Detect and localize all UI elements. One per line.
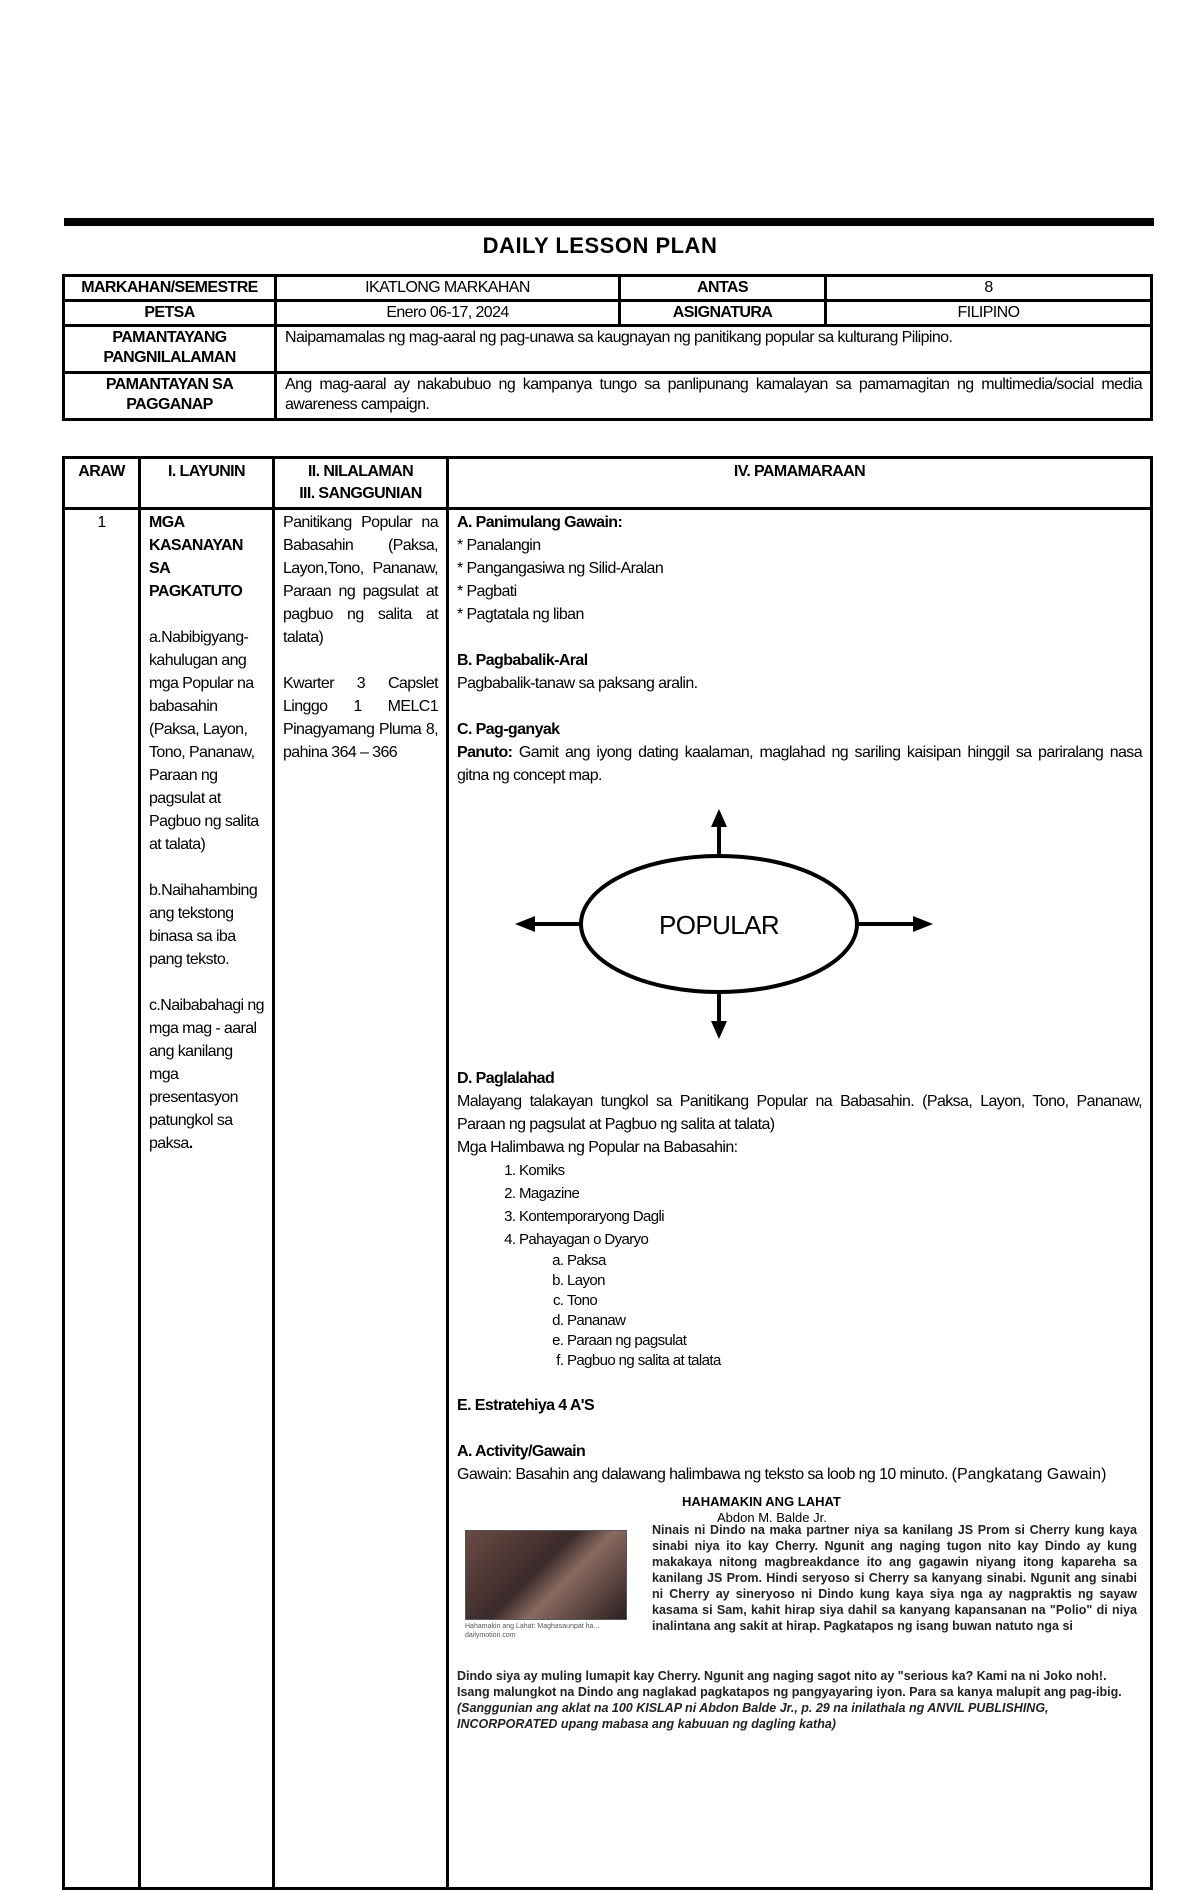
excerpt-bottom xyxy=(457,1668,1137,1732)
pamantayang-value: Naipamamalas ng mag-aaral ng pag-unawa sa kaugnayan ng panitikang popular sa kulturang Pilipino. xyxy=(276,326,1152,373)
activity-text xyxy=(457,1463,1142,1486)
layunin-cell xyxy=(140,509,274,1889)
examples-list xyxy=(457,1159,1142,1371)
excerpt-body: Ninais ni Dindo na maka partner niya sa kanilang JS Prom si Cherry kung kaya sinabi niya ito kay Cherry. Ngunit ang naging tugon nito kay Dindo ay kung makakaya nitong magbreakdance ito ang gagawin niyang itong kapareha sa kanilang JS Prom. Hindi seryoso si Cherry sa kanyang sinabi. Ngunit ang sinabi ni Cherry ay sineryoso ni Dindo kung kaya siya nga ay nagpraktis ng sayaw kasama si Sam, kahit hirap siya dahil sa kanyang kapansanan na "Polio" di niya inalintana ang sakit at hirap. Pagkatapos ng isang buwan natuto nga si xyxy=(652,1523,1137,1633)
header-table xyxy=(62,274,1153,421)
section-c-title: C. Pag-ganyak xyxy=(457,721,560,738)
petsa-label: PETSA xyxy=(64,301,276,326)
araw-cell: 1 xyxy=(64,509,140,1889)
activity-title: A. Activity/Gawain xyxy=(457,1443,586,1460)
antas-value: 8 xyxy=(826,276,1152,301)
pamamaraan-cell xyxy=(448,509,1152,1889)
pagganap-value: Ang mag-aaral ay nakabubuo ng kampanya tungo sa panlipunang kamalayan sa pamamagitan ng multimedia/social media awareness campaign. xyxy=(276,373,1152,420)
col-nilalaman xyxy=(274,458,448,509)
antas-label: ANTAS xyxy=(620,276,826,301)
pamantayang-label: PAMANTAYANG PANGNILALAMAN xyxy=(64,326,276,373)
list-item: 2. Magazine xyxy=(519,1182,1142,1205)
section-c-text xyxy=(457,741,1142,787)
sub-list-item: d. Pananaw xyxy=(567,1311,1142,1331)
panuto-label: Panuto: xyxy=(457,744,513,761)
section-a-item: * Pangangasiwa ng Silid-Aralan xyxy=(457,560,664,577)
section-a-item: * Panalangin xyxy=(457,537,541,554)
nilalaman-topic: Panitikang Popular na Babasahin (Paksa, Layon,Tono, Pananaw, Paraan ng pagsulat at pagbuo ng salita at talata) xyxy=(283,514,438,646)
col-layunin: I. LAYUNIN xyxy=(140,458,274,509)
layunin-c-text: c.Naibabahagi ng mga mag - aaral ang kanilang mga presentasyon patungkol sa paksa xyxy=(149,997,264,1152)
section-e-title: E. Estratehiya 4 A'S xyxy=(457,1397,595,1414)
activity-group: (Pangkatang Gawain) xyxy=(951,1466,1107,1483)
sub-list-item: c. Tono xyxy=(567,1291,1142,1311)
nilalaman-cell xyxy=(274,509,448,1889)
col-sanggunian-label: III. SANGGUNIAN xyxy=(299,485,422,502)
excerpt-image xyxy=(457,1490,1147,1735)
layunin-a: a.Nabibigyang-kahulugan ang mga Popular na babasahin (Paksa, Layon, Tono, Pananaw, Paraan ng pagsulat at Pagbuo ng salita at talata) xyxy=(149,629,259,853)
arrow-down-head xyxy=(711,1021,727,1039)
section-a-title: A. Panimulang Gawain: xyxy=(457,514,623,531)
sub-list-item: b. Layon xyxy=(567,1271,1142,1291)
petsa-value: Enero 06-17, 2024 xyxy=(276,301,620,326)
layunin-b: b.Naihahambing ang tekstong binasa sa iba pang teksto. xyxy=(149,882,258,968)
sub-list-item: f. Pagbuo ng salita at talata xyxy=(567,1351,1142,1371)
sub-list-item: e. Paraan ng pagsulat xyxy=(567,1331,1142,1351)
activity-instruction: Gawain: Basahin ang dalawang halimbawa ng teksto sa loob ng 10 minuto. xyxy=(457,1466,952,1483)
list-item-label: Pahayagan o Dyaryo xyxy=(519,1231,649,1248)
excerpt-source: (Sanggunian ang aklat na 100 KISLAP ni Abdon Balde Jr., p. 29 na inilathala ng ANVIL PUBLISHING, INCORPORATED upang mabasa ang kabuuan ng dagling katha) xyxy=(457,1701,1049,1731)
col-nilalaman-label: II. NILALAMAN xyxy=(307,463,414,480)
section-b-title: B. Pagbabalik-Aral xyxy=(457,652,588,669)
section-d-title: D. Paglalahad xyxy=(457,1070,555,1087)
concept-map xyxy=(457,787,1147,1067)
section-b-text: Pagbabalik-tanaw sa paksang aralin. xyxy=(457,675,698,692)
markahan-value: IKATLONG MARKAHAN xyxy=(276,276,620,301)
section-d-examples-label: Mga Halimbawa ng Popular na Babasahin: xyxy=(457,1139,738,1156)
list-item xyxy=(519,1228,1142,1371)
excerpt-author: Abdon M. Balde Jr. xyxy=(717,1510,827,1525)
concept-word: POPULAR xyxy=(658,910,780,940)
excerpt-photo-caption: Hahamakin ang Lahat: Maghasaunpat ha... dailymotion.com xyxy=(465,1623,600,1639)
col-pamamaraan: IV. PAMAMARAAN xyxy=(448,458,1152,509)
section-d-text: Malayang talakayan tungkol sa Panitikang Popular na Babasahin. (Paksa, Layon, Tono, Pananaw, Paraan ng pagsulat at Pagbuo ng salita at talata) xyxy=(457,1093,1142,1133)
excerpt-title: HAHAMAKIN ANG LAHAT xyxy=(682,1494,841,1509)
document-title: DAILY LESSON PLAN xyxy=(482,233,718,258)
asignatura-value: FILIPINO xyxy=(826,301,1152,326)
arrow-up-head xyxy=(711,809,727,827)
lesson-table xyxy=(62,456,1153,1890)
asignatura-label: ASIGNATURA xyxy=(620,301,826,326)
col-araw: ARAW xyxy=(64,458,140,509)
layunin-heading: MGA KASANAYAN SA PAGKATUTO xyxy=(149,514,243,600)
layunin-c-end: . xyxy=(188,1135,193,1152)
panuto-text: Gamit ang iyong dating kaalaman, maglahad ng sariling kaisipan hinggil sa pariralang nasa gitna ng concept map. xyxy=(457,744,1142,784)
concept-map-graphic xyxy=(457,787,1147,1067)
arrow-right-head xyxy=(913,916,933,932)
arrow-left-head xyxy=(515,916,535,932)
list-item: 3. Kontemporaryong Dagli xyxy=(519,1205,1142,1228)
excerpt-bottom-text: Dindo siya ay muling lumapit kay Cherry. Ngunit ang naging sagot nito ay "serious ka? Kami na ni Joko noh!. Isang malungkot na Dindo ang naglakad pagkatapos ng pangyayaring iyon. Para sa kanya malupit ang pag-ibig. xyxy=(457,1669,1122,1699)
pagganap-label: PAMANTAYAN SA PAGGANAP xyxy=(64,373,276,420)
layunin-c xyxy=(149,994,264,1155)
excerpt-photo xyxy=(465,1530,627,1620)
nilalaman-reference: Kwarter 3 Capslet Linggo 1 MELC1 Pinagyamang Pluma 8, pahina 364 – 366 xyxy=(283,675,438,761)
list-item: 1. Komiks xyxy=(519,1159,1142,1182)
section-a-item: * Pagtatala ng liban xyxy=(457,606,584,623)
section-a-item: * Pagbati xyxy=(457,583,517,600)
markahan-label: MARKAHAN/SEMESTRE xyxy=(64,276,276,301)
top-rule xyxy=(64,218,1154,226)
sub-list xyxy=(519,1251,1142,1371)
sub-list-item: a. Paksa xyxy=(567,1251,1142,1271)
